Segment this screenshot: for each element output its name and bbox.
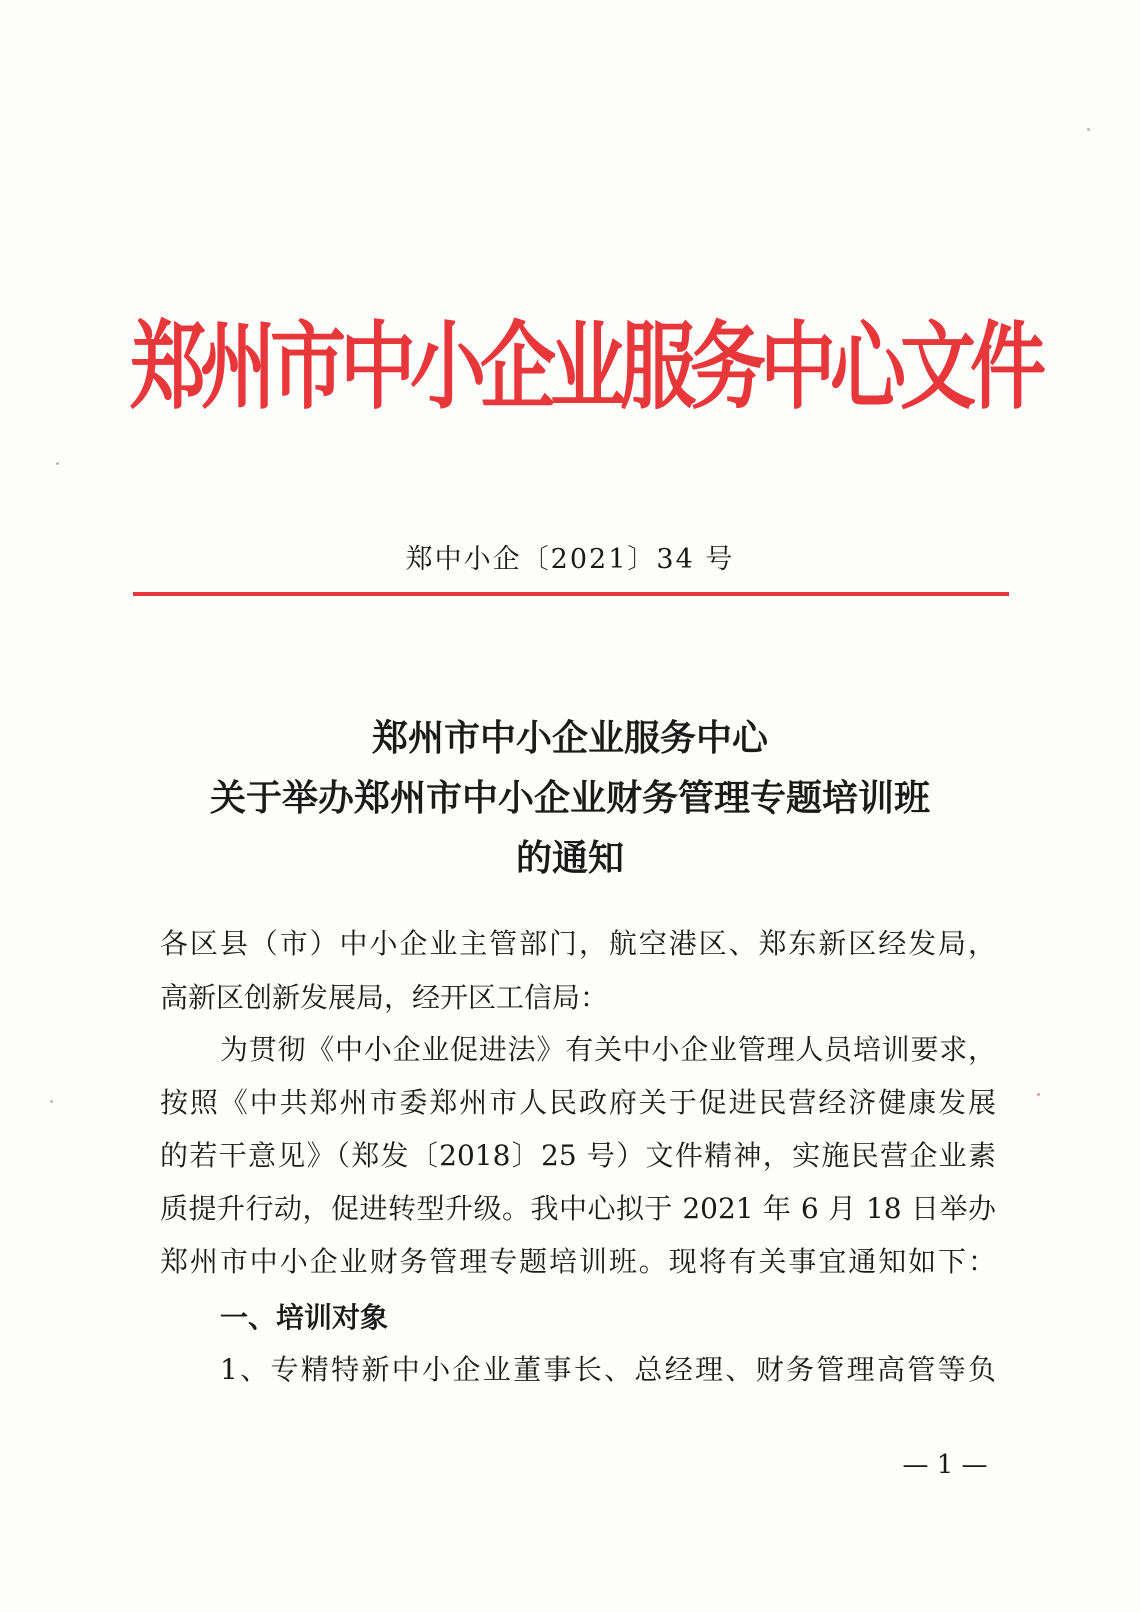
notice-title-line-3: 的通知 [515, 837, 624, 879]
notice-title-line-1: 郑州市中小企业服务中心 [371, 717, 768, 759]
section-heading-training-targets: 一、培训对象 [220, 1301, 389, 1334]
body-line-5: 的若干意见》（郑发〔2018〕25 号）文件精神，实施民营企业素 [160, 1139, 996, 1172]
document-number: 郑中小企〔2021〕34 号 [405, 544, 735, 575]
body-line-7: 郑州市中小企业财务管理专题培训班。现将有关事宜通知如下： [160, 1245, 996, 1278]
body-line-2: 高新区创新发展局，经开区工信局： [160, 981, 609, 1014]
body-line-1: 各区县（市）中小企业主管部门，航空港区、郑东新区经发局， [160, 927, 996, 960]
body-line-9: 1、专精特新中小企业董事长、总经理、财务管理高管等负 [220, 1353, 996, 1386]
scan-speck [1087, 128, 1090, 131]
scan-speck [1037, 1093, 1040, 1096]
page-number: — 1 — [902, 1450, 988, 1480]
body-line-6: 质提升行动，促进转型升级。我中心拟于 2021 年 6 月 18 日举办 [160, 1192, 996, 1225]
scan-speck [56, 462, 59, 465]
notice-title-line-2: 关于举办郑州市中小企业财务管理专题培训班 [209, 777, 930, 819]
scan-speck [50, 1100, 53, 1103]
agency-header-title: 郑州市中小企业服务中心文件 [130, 310, 1040, 422]
red-separator-line [133, 592, 1009, 596]
body-line-4: 按照《中共郑州市委郑州市人民政府关于促进民营经济健康发展 [160, 1086, 996, 1119]
body-line-3: 为贯彻《中小企业促进法》有关中小企业管理人员培训要求， [220, 1033, 996, 1066]
